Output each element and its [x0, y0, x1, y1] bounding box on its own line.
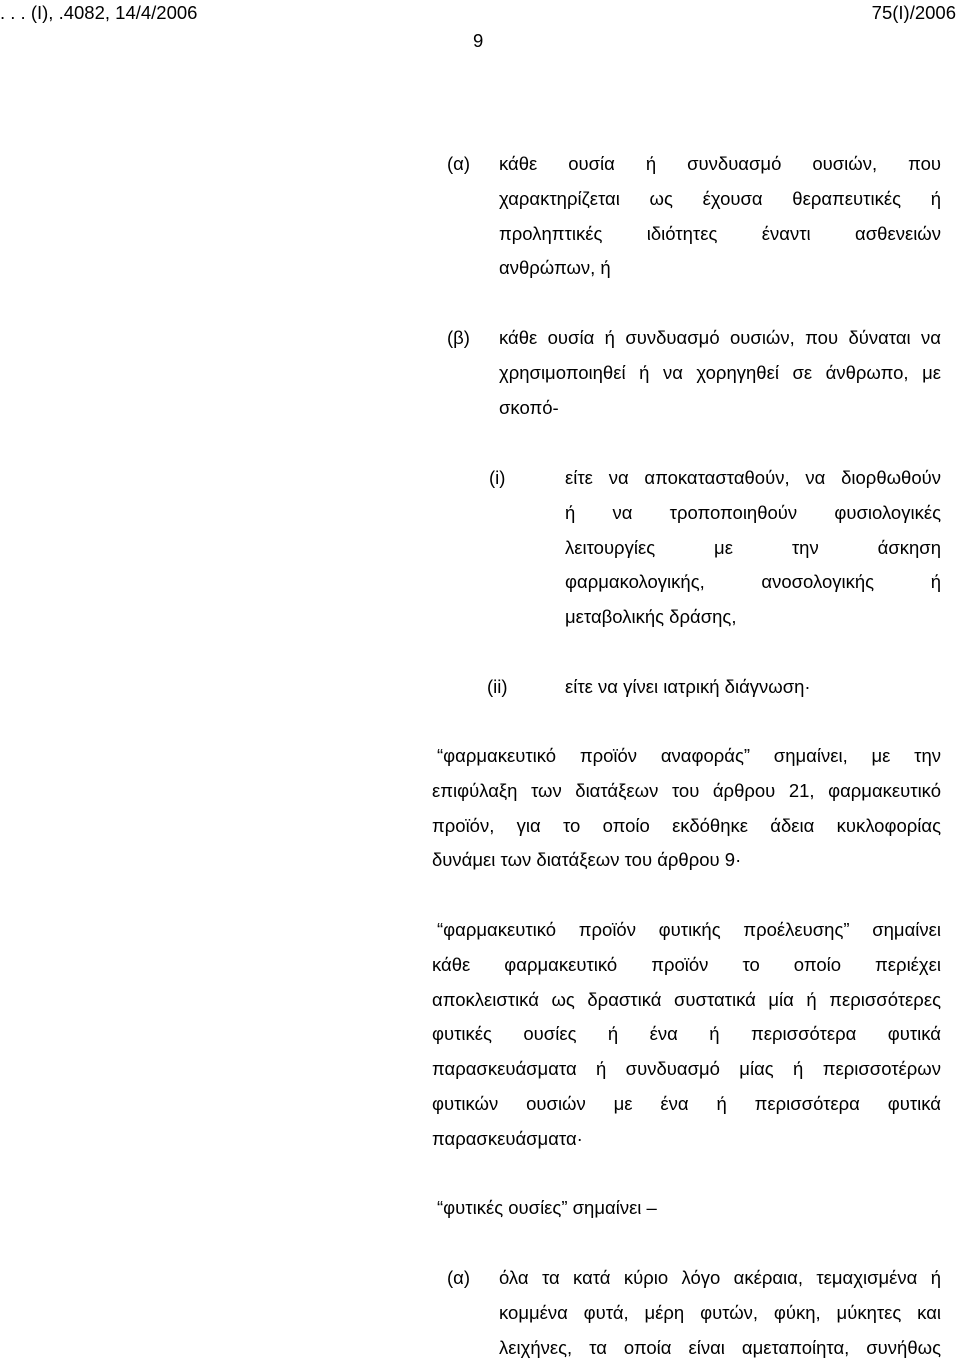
definition-herbal-product — [432, 913, 941, 1157]
text-line: “φυτικές ουσίες” σημαίνει – — [437, 1197, 657, 1218]
item-b-text — [499, 321, 941, 425]
text-line: λειχήνες, τα οποία είναι αμεταποίητα, συνήθως — [499, 1336, 941, 1358]
text-line: ή να τροποποιηθούν φυσιολογικές — [565, 501, 941, 523]
header-law-number: 75(I)/2006 — [871, 2, 956, 23]
text-line: όλα τα κατά κύριο λόγο ακέραια, τεμαχισμένα ή — [499, 1267, 941, 1288]
text-line: είτε να γίνει ιατρική διάγνωση· — [565, 676, 811, 697]
text-line: μεταβολικής δράσης, — [565, 606, 737, 628]
text-line: αποκλειστικά ως δραστικά συστατικά μία ή περισσότερες — [432, 988, 941, 1010]
item-b-label: (β) — [447, 327, 470, 348]
text-line: “φαρμακευτικό προϊόν φυτικής προέλευσης” σημαίνει — [437, 919, 941, 940]
text-line: φαρμακολογικής, ανοσολογικής ή — [565, 571, 941, 593]
subitem-i-text — [565, 461, 941, 635]
text-line: “φαρμακευτικό προϊόν αναφοράς” σημαίνει, με την — [437, 745, 941, 766]
item-a-label: (α) — [447, 153, 471, 174]
text-line: επιφύλαξη των διατάξεων του άρθρου 21, φαρμακευτικό — [432, 779, 941, 801]
text-line: κάθε ουσία ή συνδυασμό ουσιών, που δύναται να — [499, 327, 941, 348]
text-line: δυνάμει των διατάξεων του άρθρου 9· — [432, 849, 742, 871]
text-line: χαρακτηρίζεται ως έχουσα θεραπευτικές ή — [499, 187, 941, 209]
text-line: φυτικές ουσίες ή ένα ή περισσότερα φυτικά — [432, 1023, 941, 1045]
text-line: λειτουργίες με την άσκηση — [565, 536, 941, 558]
subitem-ii-label: (ii) — [487, 676, 508, 697]
subitem-i-label: (i) — [489, 467, 506, 488]
herbal-item-a-label: (α) — [447, 1267, 471, 1288]
text-line: είτε να αποκατασταθούν, να διορθωθούν — [565, 467, 941, 488]
herbal-item-a-text — [499, 1261, 941, 1365]
text-line: κάθε ουσία ή συνδυασμό ουσιών, που — [499, 153, 941, 174]
text-line: παρασκευάσματα ή συνδυασμό μίας ή περισσοτέρων — [432, 1058, 941, 1080]
header-left-text: . . . (Ι), .4082, 14/4/2006 — [0, 2, 198, 23]
definition-herbal-substances — [437, 1191, 941, 1226]
text-line: σκοπό- — [499, 396, 559, 418]
subitem-ii-text — [565, 670, 941, 705]
definition-reference-product — [432, 739, 941, 878]
text-line: κομμένα φυτά, μέρη φυτών, φύκη, μύκητες και — [499, 1301, 941, 1323]
text-line: φυτικών ουσιών με ένα ή περισσότερα φυτικά — [432, 1092, 941, 1114]
text-line: προϊόν, για το οποίο εκδόθηκε άδεια κυκλοφορίας — [432, 814, 941, 836]
page-number: 9 — [473, 30, 484, 51]
text-line: κάθε φαρμακευτικό προϊόν το οποίο περιέχει — [432, 953, 941, 975]
text-line: ανθρώπων, ή — [499, 257, 611, 279]
text-line: παρασκευάσματα· — [432, 1127, 583, 1149]
item-a-text — [499, 147, 941, 286]
text-line: προληπτικές ιδιότητες έναντι ασθενειών — [499, 222, 941, 244]
text-line: χρησιμοποιηθεί ή να χορηγηθεί σε άνθρωπο, με — [499, 361, 941, 383]
